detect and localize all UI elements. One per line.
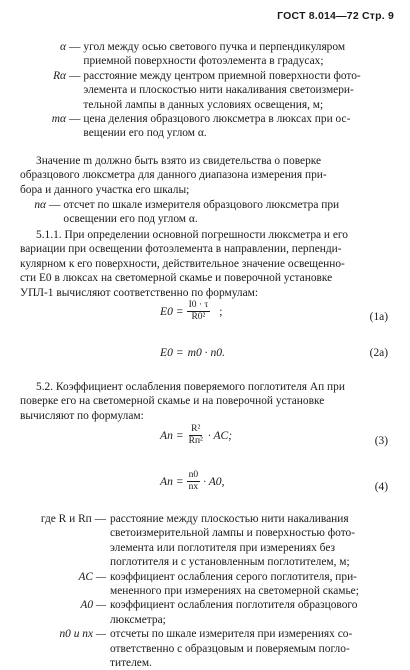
definition-line: поглотителя и с установленным поглотителем, м;	[110, 556, 350, 569]
definitions-top	[20, 40, 392, 141]
page-header: ГОСТ 8.014—72 Стр. 9	[277, 10, 394, 22]
definition-line: тельной лампы в данных условиях освещения, м;	[83, 98, 324, 111]
definition-n-alpha: nα — отсчет по шкале измерителя образцового люксметра при освещении его под углом α.	[20, 198, 392, 227]
formula-1a	[160, 300, 223, 323]
definition-line: отсчет по шкале измерителя образцового люксметра при	[63, 199, 340, 211]
definition-line: коэффициент ослабления серого поглотителя, при-	[110, 570, 357, 583]
definition-line: расстояние между плоскостью нити накаливания	[110, 513, 349, 525]
paragraph-line: 5.2. Коэффициент ослабления поверяемого поглотителя Aп при	[36, 381, 345, 393]
paragraph-line: Значение m должно быть взято из свидетельства о поверке	[36, 155, 322, 167]
fraction-denominator: nx	[188, 482, 199, 492]
fraction-numerator: n0	[188, 470, 199, 480]
paragraph-line: вычисляют по формулам:	[20, 409, 144, 422]
paragraph-line: бора и данного участка его шкалы;	[20, 183, 190, 196]
paragraph-m-value	[20, 154, 392, 197]
definition-n-alpha-block	[20, 198, 392, 227]
formula-tail: · AC;	[207, 429, 233, 442]
definition-line: приемной поверхности фотоэлемента в градусах;	[83, 55, 324, 68]
paragraph-line: 5.1.1. При определении основной погрешности люксметра и его	[36, 229, 348, 241]
symbol: n0 и nx —	[59, 628, 106, 641]
definition-line: светоизмерительной лампы и поверхностью фото-	[110, 527, 356, 540]
paragraph-5-2	[20, 380, 392, 423]
fraction-denominator: Rп²	[188, 436, 203, 446]
definition-m-alpha: mα — цена деления образцового люксметра в люксах при ос- вещении его под углом α.	[20, 112, 392, 141]
symbol: mα	[51, 113, 66, 126]
fraction	[187, 300, 211, 323]
formula-lhs: Aп =	[160, 429, 184, 442]
symbol: nα	[34, 199, 46, 211]
symbol: Rα	[53, 69, 66, 82]
definition-line: ответственно с образцовым и поверяемым погло-	[110, 642, 350, 655]
paragraph-5-1-1	[20, 228, 392, 300]
definition-line: вещении его под углом α.	[83, 127, 207, 140]
symbol: AC —	[78, 570, 106, 583]
definition-line: люксметра;	[110, 613, 166, 626]
definition-n0-nx	[20, 627, 392, 670]
definition-ac	[20, 570, 392, 599]
definition-line: отсчеты по шкале измерителя при измерениях со-	[110, 628, 353, 641]
fraction-denominator: R0²	[191, 312, 206, 322]
fraction	[187, 424, 205, 447]
formula-tail: · A0,	[203, 475, 225, 488]
definition-line: расстояние между центром приемной поверхности фото-	[83, 69, 361, 82]
formula-4	[160, 470, 224, 493]
formula-tail: ;	[219, 305, 223, 318]
definition-line: угол между осью светового пучка и перпендикуляром	[83, 41, 346, 53]
symbol: α	[60, 41, 66, 53]
equation-number: (2а)	[369, 347, 388, 359]
definitions-bottom	[20, 512, 392, 670]
definition-r-rp	[20, 512, 392, 570]
definition-r-alpha: Rα — расстояние между центром приемной поверхности фото- элемента и плоскостью нити накаливания светоизмери- тельной лампы в данных условиях освещения, м;	[20, 69, 392, 112]
formula-3	[160, 424, 232, 447]
definition-line: тителем.	[110, 657, 152, 670]
symbol: A0 —	[80, 599, 106, 612]
formula-lhs: E0 =	[160, 346, 184, 359]
equation-number: (3)	[374, 435, 388, 447]
definition-line: элемента и плоскостью нити накаливания светоизмери-	[83, 84, 354, 97]
definition-alpha: α — угол между осью светового пучка и перпендикуляром приемной поверхности фотоэлемента в градусах;	[20, 40, 392, 69]
fraction	[187, 470, 201, 493]
definition-line: элемента или поглотителя при измерениях без	[110, 541, 336, 554]
symbol: где R и Rп —	[40, 513, 106, 525]
formula-lhs: E0 =	[160, 305, 184, 318]
definition-line: освещении его под углом α.	[63, 213, 198, 226]
paragraph-line: сти E0 в люксах на светомерной скамье и поверочной установке	[20, 272, 333, 285]
formula-expression: m0 · n0.	[187, 346, 225, 359]
paragraph-line: вариации при освещении фотоэлемента в направлении, перпенди-	[20, 243, 342, 256]
fraction-numerator: R²	[191, 424, 201, 434]
definition-line: коэффициент ослабления поглотителя образцового	[110, 599, 358, 612]
formula-2a	[160, 346, 225, 359]
paragraph-line: УПЛ-1 вычисляют соответственно по формулам:	[20, 286, 259, 299]
formula-lhs: Aп =	[160, 475, 184, 488]
equation-number: (4)	[374, 481, 388, 493]
equation-number: (1а)	[369, 311, 388, 323]
fraction-numerator: I0 · τ	[188, 300, 209, 310]
paragraph-line: кулярном к его поверхности, действительное значение освещенно-	[20, 257, 345, 270]
definition-line: цена деления образцового люксметра в люксах при ос-	[83, 113, 351, 126]
definition-line: мененного при измерениях на светомерной скамье;	[110, 585, 359, 598]
definition-a0	[20, 598, 392, 627]
paragraph-line: образцового люксметра для данного диапазона измерения при-	[20, 169, 327, 182]
paragraph-line: поверке его на светомерной скамье и на поверочной установке	[20, 395, 325, 408]
